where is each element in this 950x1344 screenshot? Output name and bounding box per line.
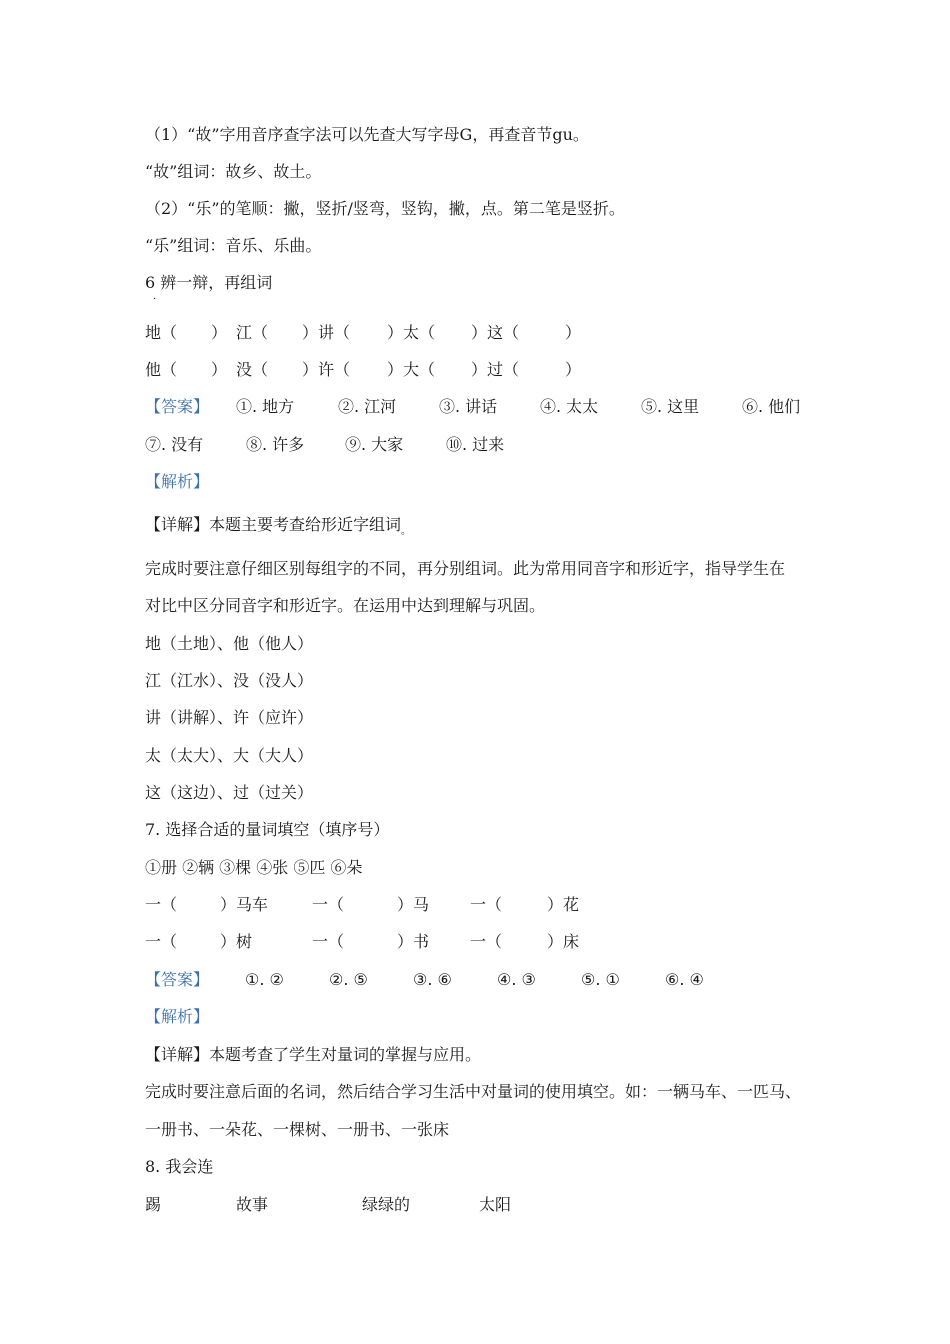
q6-cell: ）太（ bbox=[387, 323, 436, 342]
detail-line bbox=[145, 1044, 481, 1066]
q6-cell: ） bbox=[565, 360, 582, 379]
answer-item: ⑤. ① bbox=[581, 970, 620, 989]
word-pair-line: 江（江水）、没（没人） bbox=[145, 671, 314, 690]
q7-cell: 一（ bbox=[145, 932, 178, 951]
answer-item: ⑨. 大家 bbox=[345, 435, 404, 454]
q7-cell: ）马车 bbox=[220, 895, 269, 914]
word-pair-line: 这（这边）、过（过关） bbox=[145, 783, 314, 802]
q6-cell: 他（ bbox=[145, 360, 178, 379]
answer-item: ①. 地方 bbox=[236, 397, 295, 416]
q8-word: 故事 bbox=[236, 1195, 269, 1214]
answer-item: ⑥. 他们 bbox=[742, 397, 801, 416]
q7-cell: ）树 bbox=[220, 932, 253, 951]
q7-cell: 一（ bbox=[470, 932, 503, 951]
q6-cell: ） bbox=[211, 323, 228, 342]
answer-item: ②. 江河 bbox=[338, 397, 397, 416]
explain-line-4: “乐”组词：音乐、乐曲。 bbox=[145, 236, 322, 255]
q6-row-2 bbox=[0, 359, 950, 381]
q7-cell: 一（ bbox=[470, 895, 503, 914]
q6-answer-row-1 bbox=[0, 396, 950, 418]
q7-cell: ）床 bbox=[547, 932, 580, 951]
answer-item: ①. ② bbox=[245, 970, 284, 989]
q6-cell: ）许（ bbox=[302, 360, 351, 379]
q6-cell: ） bbox=[211, 360, 228, 379]
q7-cell: ）花 bbox=[547, 895, 580, 914]
q6-cell: ）过（ bbox=[471, 360, 520, 379]
q7-cell: ）马 bbox=[397, 895, 430, 914]
answer-item: ③. 讲话 bbox=[439, 397, 498, 416]
answer-label: 【答案】 bbox=[145, 970, 210, 989]
detail-line bbox=[145, 514, 411, 543]
answer-label: 【答案】 bbox=[145, 397, 210, 416]
explain-line-3: （2）“乐”的笔顺：撇，竖折/竖弯，竖钩，撇，点。第二笔是竖折。 bbox=[145, 199, 625, 218]
q6-cell: ）讲（ bbox=[302, 323, 351, 342]
q6-cell: 没（ bbox=[236, 360, 269, 379]
answer-item: ⑩. 过来 bbox=[446, 435, 505, 454]
q7-options: ①册 ②辆 ③棵 ④张 ⑤匹 ⑥朵 bbox=[145, 858, 363, 877]
paragraph-line: 对比中区分同音字和形近字。在运用中达到理解与巩固。 bbox=[145, 596, 546, 615]
detail-text: 本题主要考查给形近字组词 bbox=[209, 515, 402, 534]
detail-label: 【详解】 bbox=[145, 1045, 210, 1064]
word-pair-line: 讲（讲解）、许（应许） bbox=[145, 708, 314, 727]
answer-item: ④. 太太 bbox=[540, 397, 599, 416]
q6-row-1 bbox=[0, 322, 950, 344]
q6-cell: 地（ bbox=[145, 323, 178, 342]
analysis-label: 【解析】 bbox=[145, 472, 210, 491]
q7-row-1 bbox=[0, 894, 950, 916]
answer-item: ⑤. 这里 bbox=[641, 397, 700, 416]
answer-item: ⑥. ④ bbox=[665, 970, 704, 989]
q7-row-2 bbox=[0, 931, 950, 953]
word-pair-line: 地（土地）、他（他人） bbox=[145, 634, 314, 653]
q6-cell: ）大（ bbox=[387, 360, 436, 379]
paragraph-line: 一册书、一朵花、一棵树、一册书、一张床 bbox=[145, 1120, 450, 1139]
paragraph-line: 完成时要注意后面的名词，然后结合学习生活中对量词的使用填空。如：一辆马车、一匹马、 bbox=[145, 1082, 802, 1101]
q6-title: 6 辨一辩，再组词 bbox=[145, 273, 273, 292]
q6-cell: ）这（ bbox=[471, 323, 520, 342]
q8-word: 太阳 bbox=[479, 1195, 512, 1214]
answer-item: ②. ⑤ bbox=[329, 970, 368, 989]
detail-end-mark: 。 bbox=[401, 526, 412, 537]
explain-line-1: （1）“故”字用音序查字法可以先查大写字母G，再查音节gu。 bbox=[145, 125, 589, 144]
q6-answer-row-2 bbox=[0, 434, 950, 456]
q7-title: 7. 选择合适的量词填空（填序号） bbox=[145, 820, 390, 839]
answer-item: ⑦. 没有 bbox=[145, 435, 204, 454]
q8-row-1 bbox=[0, 1194, 950, 1216]
analysis-label: 【解析】 bbox=[145, 1007, 210, 1026]
paragraph-line: 完成时要注意仔细区别每组字的不同，再分别组词。此为常用同音字和形近字，指导学生在 bbox=[145, 559, 786, 578]
answer-item: ④. ③ bbox=[497, 970, 536, 989]
q6-cell: ） bbox=[565, 323, 582, 342]
word-pair-line: 太（太大）、大（大人） bbox=[145, 746, 314, 765]
q8-word: 绿绿的 bbox=[362, 1195, 411, 1214]
decorative-dot: · bbox=[153, 294, 157, 305]
q7-answer-row bbox=[0, 969, 950, 991]
detail-label: 【详解】 bbox=[145, 515, 210, 534]
explain-line-2: “故”组词：故乡、故土。 bbox=[145, 162, 322, 181]
detail-text: 本题考查了学生对量词的掌握与应用。 bbox=[209, 1045, 482, 1064]
q7-cell: ）书 bbox=[397, 932, 430, 951]
answer-item: ⑧. 许多 bbox=[246, 435, 305, 454]
q7-cell: 一（ bbox=[145, 895, 178, 914]
q7-cell: 一（ bbox=[312, 932, 345, 951]
q7-cell: 一（ bbox=[312, 895, 345, 914]
q8-title: 8. 我会连 bbox=[145, 1157, 214, 1176]
q8-word: 踢 bbox=[145, 1195, 162, 1214]
answer-item: ③. ⑥ bbox=[413, 970, 452, 989]
q6-cell: 江（ bbox=[236, 323, 269, 342]
